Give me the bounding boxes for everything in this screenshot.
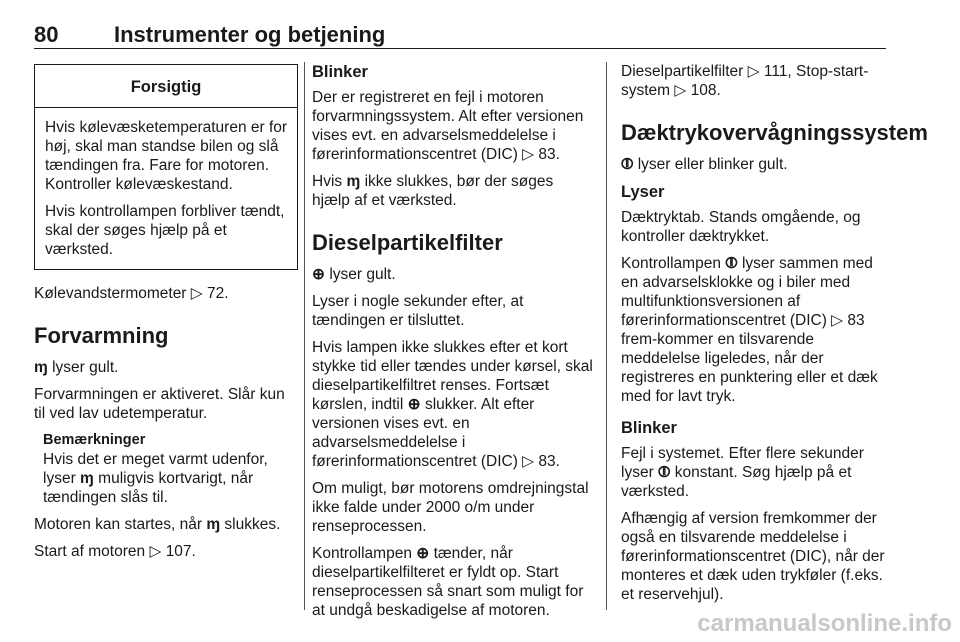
body-text: Dieselpartikelfilter — [621, 63, 744, 80]
note-block — [34, 431, 298, 507]
diesel-filter-icon: ⊕ — [416, 545, 430, 562]
note-title: Bemærkninger — [43, 432, 146, 448]
page-title: Instrumenter og betjening — [114, 22, 386, 47]
body-text: Forvarmningen er aktiveret. Slår kun til ved lav udetemperatur. — [34, 386, 285, 422]
body-text: lyser sammen med en advarselsklokke og i biler med multifunktionsversionen af førerinformationscentret (DIC) — [621, 255, 873, 329]
column-divider — [304, 62, 305, 610]
body-text: slukkes. — [224, 516, 281, 533]
body-text: slukker. Alt efter versionen vises evt. en advarselsmeddelelse i førerinformationscentret (DIC) — [312, 396, 535, 470]
body-text: lyser gult. — [329, 266, 396, 283]
column-2 — [312, 62, 594, 628]
note-text: Hvis det er meget varmt udenfor, lyser — [43, 451, 268, 487]
watermark: carmanualsonline.info — [697, 610, 952, 637]
body-text: lyser gult. — [52, 359, 119, 376]
page-reference[interactable]: 83. — [538, 146, 560, 163]
page-reference[interactable]: 108. — [690, 82, 721, 99]
glow-plug-icon: ɱ — [80, 470, 94, 487]
body-text: 83 frem-kommer en tilsvarende meddelelse ligeledes, når der registreres en punktering eller et dæk med for lavt tryk. — [621, 312, 878, 405]
body-text: Hvis lampen ikke slukkes efter et kort stykke tid eller tændes under kørsel, skal dieselpartikelfiltret renses. Fortsæt kørslen, indtil — [312, 339, 593, 413]
section-heading-forvarmning: Forvarmning — [34, 323, 169, 348]
arrow-icon: ▷ — [674, 82, 687, 99]
tire-pressure-icon: ⦷ — [621, 156, 634, 173]
glow-plug-icon: ɱ — [34, 359, 48, 376]
body-text: Om muligt, bør motorens omdrejningstal ikke falde under 2000 o/m under renseprocessen. — [312, 480, 589, 535]
body-text: lyser eller blinker gult. — [637, 156, 788, 173]
body-text: Motoren kan startes, når — [34, 516, 202, 533]
body-text: Kontrollampen — [621, 255, 721, 272]
caution-text: Hvis kontrollampen forbliver tændt, skal der søges hjælp på et værksted. — [45, 203, 285, 258]
tire-pressure-icon: ⦷ — [658, 464, 671, 481]
column-1 — [34, 58, 298, 569]
body-text: Der er registreret en fejl i motoren forvarmningssystem. Alt efter versionen vises evt. en advarselsmeddelelse i førerinformationscentret (DIC) — [312, 89, 584, 163]
tire-pressure-icon: ⦷ — [725, 255, 738, 272]
body-text: Fejl i systemet. Efter flere sekunder lyser — [621, 445, 864, 481]
arrow-icon: ▷ — [149, 543, 162, 560]
diesel-filter-icon: ⊕ — [407, 396, 421, 413]
page-number: 80 — [34, 22, 59, 47]
caution-box — [34, 64, 298, 270]
section-heading-dieselpartikelfilter: Dieselpartikelfilter — [312, 230, 503, 255]
section-heading-blinker: Blinker — [621, 419, 677, 437]
column-3 — [621, 62, 928, 612]
body-text: Lyser i nogle sekunder efter, at tændingen er tilsluttet. — [312, 293, 524, 329]
glow-plug-icon: ɱ — [206, 516, 221, 533]
page-reference[interactable]: 111, Stop-start-system — [621, 63, 869, 99]
arrow-icon: ▷ — [522, 146, 535, 163]
caution-title: Forsigtig — [35, 65, 297, 108]
body-text: Dæktryktab. Stands omgående, og kontroller dæktrykket. — [621, 209, 861, 245]
arrow-icon: ▷ — [747, 63, 760, 80]
diesel-filter-icon: ⊕ — [312, 266, 325, 283]
caution-text: Hvis kølevæsketemperaturen er for høj, skal man standse bilen og slå tændingen fra. Fare for motoren. Kontroller kølevæskestand. — [45, 119, 288, 193]
section-heading-blinker: Blinker — [312, 63, 368, 81]
note-text: muligvis kortvarigt, når tændingen slås til. — [43, 470, 254, 506]
body-text: Start af motoren — [34, 543, 146, 560]
body-text: Kontrollampen — [312, 545, 412, 562]
body-text: Kølevandstermometer — [34, 285, 187, 302]
column-divider — [606, 62, 607, 610]
body-text: ikke slukkes, bør der søges hjælp af et værksted. — [312, 173, 554, 209]
body-text: Hvis — [312, 173, 343, 190]
section-heading-tire-monitoring: Dæktrykovervågningssystem — [621, 120, 928, 145]
arrow-icon: ▷ — [831, 312, 844, 329]
body-text: konstant. Søg hjælp på et værksted. — [621, 464, 852, 500]
page-reference[interactable]: 83. — [538, 453, 560, 470]
page-header — [34, 0, 886, 49]
body-text: tænder, når dieselpartikelfilteret er fyldt op. Start renseprocessen så snart som muligt for at undgå beskadigelse af motoren. — [312, 545, 584, 619]
glow-plug-icon: ɱ — [346, 173, 361, 190]
arrow-icon: ▷ — [522, 453, 535, 470]
arrow-icon: ▷ — [190, 285, 203, 302]
section-heading-lyser: Lyser — [621, 183, 665, 201]
page-reference[interactable]: 107. — [165, 543, 196, 560]
page-reference[interactable]: 72. — [207, 285, 229, 302]
body-text: Afhængig af version fremkommer der også en tilsvarende meddelelse i førerinformationscentret (DIC), når der monteres et dæk uden trykføler (f.eks. et reservehjul). — [621, 510, 885, 603]
